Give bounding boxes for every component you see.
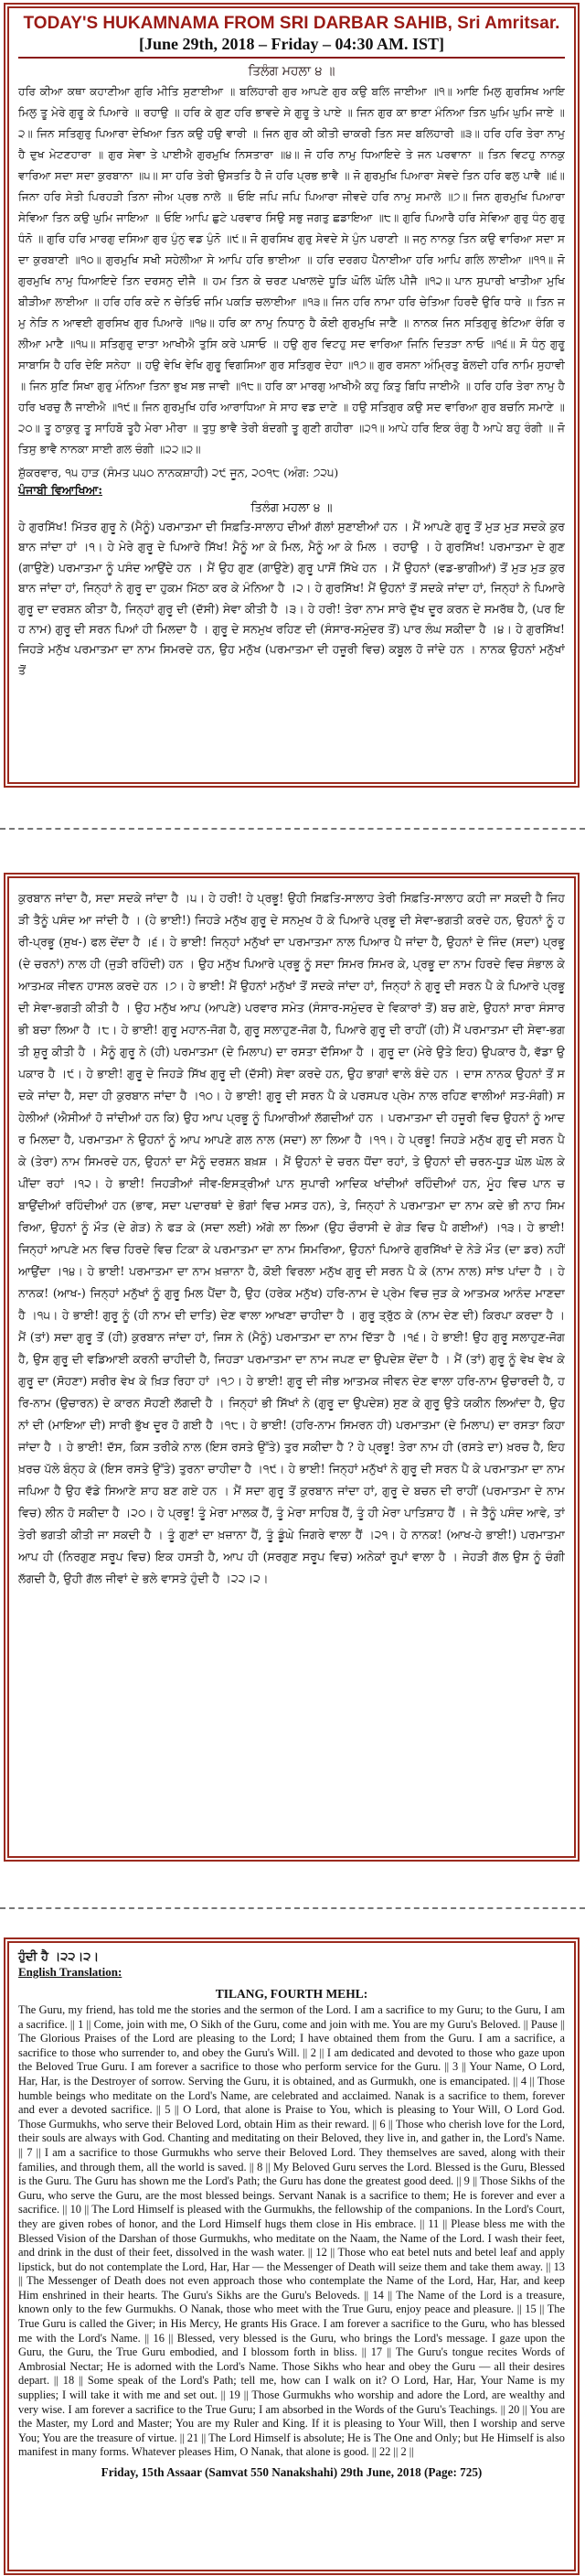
english-heading: English Translation:: [18, 1965, 122, 1979]
punjabi-continued-panel: [4, 873, 580, 1862]
punjabi-title: ਤਿਲੰਗ ਮਹਲਾ ੪ ॥: [250, 501, 333, 515]
gurmukhi-date: ਸ਼ੁੱਕਰਵਾਰ, ੧੫ ਹਾੜ (ਸੰਮਤ ੫੫੦ ਨਾਨਕਸ਼ਾਹੀ) ੨੯ ਜੂਨ, ੨੦੧੮ (ਅੰਗ: ੭੨੫): [18, 466, 339, 479]
english-panel: [4, 1937, 580, 2575]
gurmukhi-title: ਤਿਲੰਗ ਮਹਲਾ ੪ ॥: [248, 64, 335, 79]
punjabi-heading: ਪੰਜਾਬੀ ਵਿਆਖਿਆ:: [18, 483, 103, 497]
verse-end-marker: ਹੁੰਦੀ ਹੈ ।੨੨।੨।: [18, 1950, 100, 1964]
english-footer-date: Friday, 15th Assaar (Samvat 550 Nanakshahi) 29th June, 2018 (Page: 725): [101, 2465, 483, 2479]
punjabi-explanation: ਹੇ ਗੁਰਸਿੱਖ! ਮਿੱਤਰ ਗੁਰੂ ਨੇ (ਮੈਨੂੰ) ਪਰਮਾਤਮਾ ਦੀ ਸਿਫ਼ਤਿ-ਸਾਲਾਹ ਦੀਆਂ ਗੱਲਾਂ ਸੁਣਾਈਆਂ ਹਨ । ਮੈਂ ਆਪਣੇ ਗੁਰੂ ਤੋਂ ਮੁੜ ਮੁੜ ਸਦਕੇ ਕੁਰਬਾਨ ਜਾਂਦਾ ਹਾਂ ।੧। ਹੇ ਮੇਰੇ ਗੁਰੂ ਦੇ ਪਿਆਰੇ ਸਿੱਖ! ਮੈਨੂੰ ਆ ਕੇ ਮਿਲ, ਮੈਨੂੰ ਆ ਕੇ ਮਿਲ । ਰਹਾਉ । ਹੇ ਗੁਰਸਿੱਖ! ਪਰਮਾਤਮਾ ਦੇ ਗੁਣ (ਗਾਉਣੇ) ਪਰਮਾਤਮਾ ਨੂੰ ਪਸੰਦ ਆਉਂਦੇ ਹਨ । ਮੈਂ ਉਹ ਗੁਣ (ਗਾਉਣੇ) ਗੁਰੂ ਪਾਸੋਂ ਸਿੱਖੇ ਹਨ । ਮੈਂ ਉਹਨਾਂ (ਵਡ-ਭਾਗੀਆਂ) ਤੋਂ ਮੁੜ ਮੁੜ ਕੁਰਬਾਨ ਜਾਂਦਾ ਹਾਂ, ਜਿਨ੍ਹਾਂ ਨੇ ਗੁਰੂ ਦਾ ਹੁਕਮ ਮਿੱਠਾ ਕਰ ਕੇ ਮੰਨਿਆ ਹੈ ।੨। ਹੇ ਗੁਰਸਿੱਖ! ਮੈਂ ਉਹਨਾਂ ਤੋਂ ਸਦਕੇ ਜਾਂਦਾ ਹਾਂ, ਜਿਨ੍ਹਾਂ ਨੇ ਪਿਆਰੇ ਗੁਰੂ ਦਾ ਦਰਸ਼ਨ ਕੀਤਾ ਹੈ, ਜਿਨ੍ਹਾਂ ਗੁਰੂ ਦੀ (ਦੱਸੀ) ਸੇਵਾ ਕੀਤੀ ਹੈ ।੩। ਹੇ ਹਰੀ! ਤੇਰਾ ਨਾਮ ਸਾਰੇ ਦੁੱਖ ਦੂਰ ਕਰਨ ਦੇ ਸਮਰੱਥ ਹੈ, (ਪਰ ਇਹ ਨਾਮ) ਗੁਰੂ ਦੀ ਸਰਨ ਪਿਆਂ ਹੀ ਮਿਲਦਾ ਹੈ । ਗੁਰੂ ਦੇ ਸਨਮੁਖ ਰਹਿਣ ਦੀ (ਸੰਸਾਰ-ਸਮੁੰਦਰ ਤੋਂ) ਪਾਰ ਲੰਘ ਸਕੀਦਾ ਹੈ ।੪। ਹੇ ਗੁਰਸਿੱਖ! ਜਿਹੜੇ ਮਨੁੱਖ ਪਰਮਾਤਮਾ ਦਾ ਨਾਮ ਸਿਮਰਦੇ ਹਨ, ਉਹ ਮਨੁੱਖ (ਪਰਮਾਤਮਾ ਦੀ ਹਜ਼ੂਰੀ ਵਿਚ) ਕਬੂਲ ਹੋ ਜਾਂਦੇ ਹਨ । ਨਾਨਕ ਉਹਨਾਂ ਮਨੁੱਖਾਂ ਤੋਂ: [18, 520, 565, 677]
date-line: [June 29th, 2018 – Friday – 04:30 AM. IST]: [138, 35, 444, 53]
page-title: TODAY'S HUKAMNAMA FROM SRI DARBAR SAHIB, Sri Amritsar.: [23, 14, 560, 33]
english-title: TILANG, FOURTH MEHL:: [215, 1987, 368, 2001]
hukamnama-panel: [4, 3, 580, 788]
dashed-separator: [0, 1907, 585, 1909]
gurmukhi-text: ਹਰਿ ਕੀਆ ਕਥਾ ਕਹਾਣੀਆ ਗੁਰਿ ਮੀਤਿ ਸੁਣਾਈਆ ॥ ਬਲਿਹਾਰੀ ਗੁਰ ਆਪਣੇ ਗੁਰ ਕਉ ਬਲਿ ਜਾਈਆ ॥੧॥ ਆਇ ਮਿਲੁ ਗੁਰਸਿਖ ਆਇ ਮਿਲੁ ਤੂ ਮੇਰੇ ਗੁਰੂ ਕੇ ਪਿਆਰੇ ॥ ਰਹਾਉ ॥ ਹਰਿ ਕੇ ਗੁਣ ਹਰਿ ਭਾਵਦੇ ਸੇ ਗੁਰੂ ਤੇ ਪਾਏ ॥ ਜਿਨ ਗੁਰ ਕਾ ਭਾਣਾ ਮੰਨਿਆ ਤਿਨ ਘੁਮਿ ਘੁਮਿ ਜਾਏ ॥੨॥ ਜਿਨ ਸਤਿਗੁਰੁ ਪਿਆਰਾ ਦੇਖਿਆ ਤਿਨ ਕਉ ਹਉ ਵਾਰੀ ॥ ਜਿਨ ਗੁਰ ਕੀ ਕੀਤੀ ਚਾਕਰੀ ਤਿਨ ਸਦ ਬਲਿਹਾਰੀ ॥੩॥ ਹਰਿ ਹਰਿ ਤੇਰਾ ਨਾਮੁ ਹੈ ਦੁਖ ਮੇਟਣਹਾਰਾ ॥ ਗੁਰ ਸੇਵਾ ਤੇ ਪਾਈਐ ਗੁਰਮੁਖਿ ਨਿਸਤਾਰਾ ॥੪॥ ਜੋ ਹਰਿ ਨਾਮੁ ਧਿਆਇਦੇ ਤੇ ਜਨ ਪਰਵਾਨਾ ॥ ਤਿਨ ਵਿਟਹੁ ਨਾਨਕੁ ਵਾਰਿਆ ਸਦਾ ਸਦਾ ਕੁਰਬਾਨਾ ॥੫॥ ਸਾ ਹਰਿ ਤੇਰੀ ਉਸਤਤਿ ਹੈ ਜੋ ਹਰਿ ਪ੍ਰਭ ਭਾਵੈ ॥ ਜੋ ਗੁਰਮੁਖਿ ਪਿਆਰਾ ਸੇਵਦੇ ਤਿਨ ਹਰਿ ਫਲੁ ਪਾਵੈ ॥੬॥ ਜਿਨਾ ਹਰਿ ਸੇਤੀ ਪਿਰਹੜੀ ਤਿਨਾ ਜੀਅ ਪ੍ਰਭ ਨਾਲੇ ॥ ਓਇ ਜਪਿ ਜਪਿ ਪਿਆਰਾ ਜੀਵਦੇ ਹਰਿ ਨਾਮੁ ਸਮਾਲੇ ॥੭॥ ਜਿਨ ਗੁਰਮੁਖਿ ਪਿਆਰਾ ਸੇਵਿਆ ਤਿਨ ਕਉ ਘੁਮਿ ਜਾਇਆ ॥ ਓਇ ਆਪਿ ਛੁਟੇ ਪਰਵਾਰ ਸਿਉ ਸਭੁ ਜਗਤੁ ਛਡਾਇਆ ॥੮॥ ਗੁਰਿ ਪਿਆਰੈ ਹਰਿ ਸੇਵਿਆ ਗੁਰੁ ਧੰਨੁ ਗੁਰੁ ਧੰਨੋ ॥ ਗੁਰਿ ਹਰਿ ਮਾਰਗੁ ਦਸਿਆ ਗੁਰ ਪੁੰਨੁ ਵਡ ਪੁੰਨੋ ॥੯॥ ਜੋ ਗੁਰਸਿਖ ਗੁਰੁ ਸੇਵਦੇ ਸੇ ਪੁੰਨ ਪਰਾਣੀ ॥ ਜਨੁ ਨਾਨਕੁ ਤਿਨ ਕਉ ਵਾਰਿਆ ਸਦਾ ਸਦਾ ਕੁਰਬਾਣੀ ॥੧੦॥ ਗੁਰਮੁਖਿ ਸਖੀ ਸਹੇਲੀਆ ਸੇ ਆਪਿ ਹਰਿ ਭਾਈਆ ॥ ਹਰਿ ਦਰਗਹ ਪੈਨਾਈਆ ਹਰਿ ਆਪਿ ਗਲਿ ਲਾਈਆ ॥੧੧॥ ਜੋ ਗੁਰਮੁਖਿ ਨਾਮੁ ਧਿਆਇਦੇ ਤਿਨ ਦਰਸਨੁ ਦੀਜੈ ॥ ਹਮ ਤਿਨ ਕੇ ਚਰਣ ਪਖਾਲਦੇ ਧੂੜਿ ਘੋਲਿ ਘੋਲਿ ਪੀਜੈ ॥੧੨॥ ਪਾਨ ਸੁਪਾਰੀ ਖਾਤੀਆ ਮੁਖਿ ਬੀੜੀਆ ਲਾਈਆ ॥ ਹਰਿ ਹਰਿ ਕਦੇ ਨ ਚੇਤਿਓ ਜਮਿ ਪਕੜਿ ਚਲਾਈਆ ॥੧੩॥ ਜਿਨ ਹਰਿ ਨਾਮਾ ਹਰਿ ਚੇਤਿਆ ਹਿਰਦੈ ਉਰਿ ਧਾਰੇ ॥ ਤਿਨ ਜਮੁ ਨੇੜਿ ਨ ਆਵਈ ਗੁਰਸਿਖ ਗੁਰ ਪਿਆਰੇ ॥੧੪॥ ਹਰਿ ਕਾ ਨਾਮੁ ਨਿਧਾਨੁ ਹੈ ਕੋਈ ਗੁਰਮੁਖਿ ਜਾਣੈ ॥ ਨਾਨਕ ਜਿਨ ਸਤਿਗੁਰੁ ਭੇਟਿਆ ਰੰਗਿ ਰਲੀਆ ਮਾਣੈ ॥੧੫॥ ਸਤਿਗੁਰੁ ਦਾਤਾ ਆਖੀਐ ਤੁਸਿ ਕਰੇ ਪਸਾਓ ॥ ਹਉ ਗੁਰ ਵਿਟਹੁ ਸਦ ਵਾਰਿਆ ਜਿਨਿ ਦਿਤੜਾ ਨਾਓ ॥੧੬॥ ਸੋ ਧੰਨੁ ਗੁਰੂ ਸਾਬਾਸਿ ਹੈ ਹਰਿ ਦੇਇ ਸਨੇਹਾ ॥ ਹਉ ਵੇਖਿ ਵੇਖਿ ਗੁਰੂ ਵਿਗਸਿਆ ਗੁਰ ਸਤਿਗੁਰ ਦੇਹਾ ॥੧੭॥ ਗੁਰ ਰਸਨਾ ਅੰਮ੍ਰਿਤੁ ਬੋਲਦੀ ਹਰਿ ਨਾਮਿ ਸੁਹਾਵੀ ॥ ਜਿਨ ਸੁਣਿ ਸਿਖਾ ਗੁਰੁ ਮੰਨਿਆ ਤਿਨਾ ਭੁਖ ਸਭ ਜਾਵੀ ॥੧੮॥ ਹਰਿ ਕਾ ਮਾਰਗੁ ਆਖੀਐ ਕਹੁ ਕਿਤੁ ਬਿਧਿ ਜਾਈਐ ॥ ਹਰਿ ਹਰਿ ਤੇਰਾ ਨਾਮੁ ਹੈ ਹਰਿ ਖਰਚੁ ਲੈ ਜਾਈਐ ॥੧੯॥ ਜਿਨ ਗੁਰਮੁਖਿ ਹਰਿ ਆਰਾਧਿਆ ਸੇ ਸਾਹ ਵਡ ਦਾਣੇ ॥ ਹਉ ਸਤਿਗੁਰ ਕਉ ਸਦ ਵਾਰਿਆ ਗੁਰ ਬਚਨਿ ਸਮਾਣੇ ॥੨੦॥ ਤੂ ਠਾਕੁਰੁ ਤੂ ਸਾਹਿਬੋ ਤੂਹੈ ਮੇਰਾ ਮੀਰਾ ॥ ਤੁਧੁ ਭਾਵੈ ਤੇਰੀ ਬੰਦਗੀ ਤੂ ਗੁਣੀ ਗਹੀਰਾ ॥੨੧॥ ਆਪੇ ਹਰਿ ਇਕ ਰੰਗੁ ਹੈ ਆਪੇ ਬਹੁ ਰੰਗੀ ॥ ਜੋ ਤਿਸੁ ਭਾਵੈ ਨਾਨਕਾ ਸਾਈ ਗਲ ਚੰਗੀ ॥੨੨॥੨॥: [18, 85, 565, 456]
english-translation: The Guru, my friend, has told me the stories and the sermon of the Lord. I am a sacrifice to my Guru; to the Guru, I am a sacrifice. || 1 || Come, join with me, O Sikh of the Guru, come and join with me. You are my Guru's Beloved. || Pause || The Glorious Praises of the Lord are pleasing to the Lord; I have obtained them from the Guru. I am a sacrifice, a sacrifice to those who surrender to, and obey the Guru's Will. || 2 || I am dedicated and devoted to those who gaze upon the Beloved True Guru. I am forever a sacrifice to those who perform service for the Guru. || 3 || Your Name, O Lord, Har, Har, is the Destroyer of sorrow. Serving the Guru, it is obtained, and as Gurmukh, one is emancipated. || 4 || Those humble beings who meditate on the Lord's Name, are celebrated and acclaimed. Nanak is a sacrifice to them, forever and ever a devoted sacrifice. || 5 || O Lord, that alone is Praise to You, which is pleasing to Your Will, O Lord God. Those Gurmukhs, who serve their Beloved Lord, obtain Him as their reward. || 6 || Those who cherish love for the Lord, their souls are always with God. Chanting and meditating on their Beloved, they live in, and gather in, the Lord's Name. || 7 || I am a sacrifice to those Gurmukhs who serve their Beloved Lord. They themselves are saved, along with their families, and through them, all the world is saved. || 8 || My Beloved Guru serves the Lord. Blessed is the Guru, Blessed is the Guru. The Guru has shown me the Lord's Path; the Guru has done the greatest good deed. || 9 || Those Sikhs of the Guru, who serve the Guru, are the most blessed beings. Servant Nanak is a sacrifice to them; He is forever and ever a sacrifice. || 10 || The Lord Himself is pleased with the Gurmukhs, the fellowship of the companions. In the Lord's Court, they are given robes of honor, and the Lord Himself hugs them close in His embrace. || 11 || Please bless me with the Blessed Vision of the Darshan of those Gurmukhs, who meditate on the Naam, the Name of the Lord. I wash their feet, and drink in the dust of their feet, dissolved in the wash water. || 12 || Those who eat betel nuts and betel leaf and apply lipstick, but do not contemplate the Lord, Har, Har — the Messenger of Death will seize them and take them away. || 13 || The Messenger of Death does not even approach those who contemplate the Name of the Lord, Har, Har, and keep Him enshrined in their hearts. The Guru's Sikhs are the Guru's Beloveds. || 14 || The Name of the Lord is a treasure, known only to the few Gurmukhs. O Nanak, those who meet with the True Guru, enjoy peace and pleasure. || 15 || The True Guru is called the Giver; in His Mercy, He grants His Grace. I am forever a sacrifice to the Guru, who has blessed me with the Lord's Name. || 16 || Blessed, very blessed is the Guru, who brings the Lord's message. I gaze upon the Guru, the Guru, the True Guru embodied, and I blossom forth in bliss. || 17 || The Guru's tongue recites Words of Ambrosial Nectar; He is adorned with the Lord's Name. Those Sikhs who hear and obey the Guru — all their desires depart. || 18 || Some speak of the Lord's Path; tell me, how can I walk on it? O Lord, Har, Har, Your Name is my supplies; I will take it with me and set out. || 19 || Those Gurmukhs who worship and adore the Lord, are wealthy and very wise. I am forever a sacrifice to the True Guru; I am absorbed in the Words of the Guru's Teachings. || 20 || You are the Master, my Lord and Master; You are my Ruler and King. If it is pleasing to Your Will, then I worship and serve You; You are the treasure of virtue. || 21 || The Lord Himself is absolute; He is The One and Only; but He Himself is also manifest in many forms. Whatever pleases Him, O Nanak, that alone is good. || 22 || 2 ||: [18, 2003, 565, 2459]
dashed-separator: [0, 828, 585, 830]
divider: [18, 57, 565, 59]
punjabi-explanation-continued: ਕੁਰਬਾਨ ਜਾਂਦਾ ਹੈ, ਸਦਾ ਸਦਕੇ ਜਾਂਦਾ ਹੈ ।੫। ਹੇ ਹਰੀ! ਹੇ ਪ੍ਰਭੂ! ਉਹੀ ਸਿਫ਼ਤਿ-ਸਾਲਾਹ ਤੇਰੀ ਸਿਫ਼ਤਿ-ਸਾਲਾਹ ਕਹੀ ਜਾ ਸਕਦੀ ਹੈ ਜਿਹੜੀ ਤੈਨੂੰ ਪਸੰਦ ਆ ਜਾਂਦੀ ਹੈ । (ਹੇ ਭਾਈ!) ਜਿਹੜੇ ਮਨੁੱਖ ਗੁਰੂ ਦੇ ਸਨਮੁਖ ਹੋ ਕੇ ਪਿਆਰੇ ਪ੍ਰਭੂ ਦੀ ਸੇਵਾ-ਭਗਤੀ ਕਰਦੇ ਹਨ, ਉਹਨਾਂ ਨੂੰ ਹਰੀ-ਪ੍ਰਭੂ (ਸੁਖ-) ਫਲ ਦੇਂਦਾ ਹੈ ।੬। ਹੇ ਭਾਈ! ਜਿਨ੍ਹਾਂ ਮਨੁੱਖਾਂ ਦਾ ਪਰਮਾਤਮਾ ਨਾਲ ਪਿਆਰ ਪੈ ਜਾਂਦਾ ਹੈ, ਉਹਨਾਂ ਦੇ ਜਿੰਦ (ਸਦਾ) ਪ੍ਰਭੂ (ਦੇ ਚਰਨਾਂ) ਨਾਲ ਹੀ (ਜੁੜੀ ਰਹਿੰਦੀ) ਹਨ । ਉਹ ਮਨੁੱਖ ਪਿਆਰੇ ਪ੍ਰਭੂ ਨੂੰ ਸਦਾ ਸਿਮਰ ਸਿਮਰ ਕੇ, ਪ੍ਰਭੂ ਦਾ ਨਾਮ ਹਿਰਦੇ ਵਿਚ ਸੰਭਾਲ ਕੇ ਆਤਮਕ ਜੀਵਨ ਹਾਸਲ ਕਰਦੇ ਹਨ ।੭। ਹੇ ਭਾਈ! ਮੈਂ ਉਹਨਾਂ ਮਨੁੱਖਾਂ ਤੋਂ ਸਦਕੇ ਜਾਂਦਾ ਹਾਂ, ਜਿਨ੍ਹਾਂ ਨੇ ਗੁਰੂ ਦੀ ਸਰਨ ਪੈ ਕੇ ਪਿਆਰੇ ਪ੍ਰਭੂ ਦੀ ਸੇਵਾ-ਭਗਤੀ ਕੀਤੀ ਹੈ । ਉਹ ਮਨੁੱਖ ਆਪ (ਆਪਣੇ) ਪਰਵਾਰ ਸਮੇਤ (ਸੰਸਾਰ-ਸਮੁੰਦਰ ਦੇ ਵਿਕਾਰਾਂ ਤੋਂ) ਬਚ ਗਏ, ਉਹਨਾਂ ਸਾਰਾ ਸੰਸਾਰ ਭੀ ਬਚਾ ਲਿਆ ਹੈ ।੮। ਹੇ ਭਾਈ! ਗੁਰੂ ਮਹਾਨ-ਜੋਗ ਹੈ, ਗੁਰੂ ਸਲਾਹੁਣ-ਜੋਗ ਹੈ, ਪਿਆਰੇ ਗੁਰੂ ਦੀ ਰਾਹੀਂ (ਹੀ) ਮੈਂ ਪਰਮਾਤਮਾ ਦੀ ਸੇਵਾ-ਭਗਤੀ ਸ਼ੁਰੂ ਕੀਤੀ ਹੈ । ਮੈਨੂੰ ਗੁਰੂ ਨੇ (ਹੀ) ਪਰਮਾਤਮਾ (ਦੇ ਮਿਲਾਪ) ਦਾ ਰਸਤਾ ਦੱਸਿਆ ਹੈ । ਗੁਰੂ ਦਾ (ਮੇਰੇ ਉਤੇ ਇਹ) ਉਪਕਾਰ ਹੈ, ਵੱਡਾ ਉਪਕਾਰ ਹੈ ।੯। ਹੇ ਭਾਈ! ਗੁਰੂ ਦੇ ਜਿਹੜੇ ਸਿੱਖ ਗੁਰੂ ਦੀ (ਦੱਸੀ) ਸੇਵਾ ਕਰਦੇ ਹਨ, ਉਹ ਭਾਗਾਂ ਵਾਲੇ ਬੰਦੇ ਹਨ । ਦਾਸ ਨਾਨਕ ਉਹਨਾਂ ਤੋਂ ਸਦਕੇ ਜਾਂਦਾ ਹੈ, ਸਦਾ ਹੀ ਕੁਰਬਾਨ ਜਾਂਦਾ ਹੈ ।੧੦। ਹੇ ਭਾਈ! ਗੁਰੂ ਦੀ ਸਰਨ ਪੈ ਕੇ ਪਰਸਪਰ ਪ੍ਰੇਮ ਨਾਲ ਰਹਿਣ ਵਾਲੀਆਂ ਸਤ-ਸੰਗੀ) ਸਹੇਲੀਆਂ (ਐਸੀਆਂ ਹੋ ਜਾਂਦੀਆਂ ਹਨ ਕਿ) ਉਹ ਆਪ ਪ੍ਰਭੂ ਨੂੰ ਪਿਆਰੀਆਂ ਲੱਗਦੀਆਂ ਹਨ । ਪਰਮਾਤਮਾ ਦੀ ਹਜ਼ੂਰੀ ਵਿਚ ਉਹਨਾਂ ਨੂੰ ਆਦਰ ਮਿਲਦਾ ਹੈ, ਪਰਮਾਤਮਾ ਨੇ ਉਹਨਾਂ ਨੂੰ ਆਪ ਆਪਣੇ ਗਲ ਨਾਲ (ਸਦਾ) ਲਾ ਲਿਆ ਹੈ ।੧੧। ਹੇ ਪ੍ਰਭੂ! ਜਿਹੜੇ ਮਨੁੱਖ ਗੁਰੂ ਦੀ ਸਰਨ ਪੈ ਕੇ (ਤੇਰਾ) ਨਾਮ ਸਿਮਰਦੇ ਹਨ, ਉਹਨਾਂ ਦਾ ਮੈਨੂੰ ਦਰਸ਼ਨ ਬਖ਼ਸ਼ । ਮੈਂ ਉਹਨਾਂ ਦੇ ਚਰਨ ਧੋਂਦਾ ਰਹਾਂ, ਤੇ ਉਹਨਾਂ ਦੀ ਚਰਨ-ਧੂੜ ਘੋਲ ਘੋਲ ਕੇ ਪੀਂਦਾ ਰਹਾਂ ।੧੨। ਹੇ ਭਾਈ! ਜਿਹੜੀਆਂ ਜੀਵ-ਇਸਤ੍ਰੀਆਂ ਪਾਨ ਸੁਪਾਰੀ ਆਦਿਕ ਖਾਂਦੀਆਂ ਰਹਿੰਦੀਆਂ ਹਨ, ਮੂੰਹ ਵਿਚ ਪਾਨ ਚਬਾਉਂਦੀਆਂ ਰਹਿੰਦੀਆਂ ਹਨ (ਭਾਵ, ਸਦਾ ਪਦਾਰਥਾਂ ਦੇ ਭੋਗਾਂ ਵਿਚ ਮਸਤ ਹਨ), ਤੇ, ਜਿਨ੍ਹਾਂ ਨੇ ਪਰਮਾਤਮਾ ਦਾ ਨਾਮ ਕਦੇ ਭੀ ਨਾਹ ਸਿਮਰਿਆ, ਉਹਨਾਂ ਨੂੰ ਮੌਤ (ਦੇ ਗੇੜ) ਨੇ ਫੜ ਕੇ (ਸਦਾ ਲਈ) ਅੱਗੇ ਲਾ ਲਿਆ (ਉਹ ਚੌਰਾਸੀ ਦੇ ਗੇੜ ਵਿਚ ਪੈ ਗਈਆਂ) ।੧੩। ਹੇ ਭਾਈ! ਜਿਨ੍ਹਾਂ ਆਪਣੇ ਮਨ ਵਿਚ ਹਿਰਦੇ ਵਿਚ ਟਿਕਾ ਕੇ ਪਰਮਾਤਮਾ ਦਾ ਨਾਮ ਸਿਮਰਿਆ, ਉਹਨਾਂ ਪਿਆਰੇ ਗੁਰਸਿੱਖਾਂ ਦੇ ਨੇੜੇ ਮੌਤ (ਦਾ ਡਰ) ਨਹੀਂ ਆਉਂਦਾ ।੧੪। ਹੇ ਭਾਈ! ਪਰਮਾਤਮਾ ਦਾ ਨਾਮ ਖ਼ਜ਼ਾਨਾ ਹੈ, ਕੋਈ ਵਿਰਲਾ ਮਨੁੱਖ ਗੁਰੂ ਦੀ ਸਰਨ ਪੈ ਕੇ (ਨਾਮ ਨਾਲ) ਸਾਂਝ ਪਾਂਦਾ ਹੈ । ਹੇ ਨਾਨਕ! (ਆਖ-) ਜਿਨ੍ਹਾਂ ਮਨੁੱਖਾਂ ਨੂੰ ਗੁਰੂ ਮਿਲ ਪੈਂਦਾ ਹੈ, ਉਹ (ਹਰੇਕ ਮਨੁੱਖ) ਹਰਿ-ਨਾਮ ਦੇ ਪ੍ਰੇਮ ਵਿਚ ਜੁੜ ਕੇ ਆਤਮਕ ਆਨੰਦ ਮਾਣਦਾ ਹੈ ।੧੫। ਹੇ ਭਾਈ! ਗੁਰੂ ਨੂੰ (ਹੀ ਨਾਮ ਦੀ ਦਾਤਿ) ਦੇਣ ਵਾਲਾ ਆਖਣਾ ਚਾਹੀਦਾ ਹੈ । ਗੁਰੂ ਤ੍ਰੁੱਠ ਕੇ (ਨਾਮ ਦੇਣ ਦੀ) ਕਿਰਪਾ ਕਰਦਾ ਹੈ । ਮੈਂ (ਤਾਂ) ਸਦਾ ਗੁਰੂ ਤੋਂ (ਹੀ) ਕੁਰਬਾਨ ਜਾਂਦਾ ਹਾਂ, ਜਿਸ ਨੇ (ਮੈਨੂੰ) ਪਰਮਾਤਮਾ ਦਾ ਨਾਮ ਦਿੱਤਾ ਹੈ ।੧੬। ਹੇ ਭਾਈ! ਉਹ ਗੁਰੂ ਸਲਾਹੁਣ-ਜੋਗ ਹੈ, ਉਸ ਗੁਰੂ ਦੀ ਵਡਿਆਈ ਕਰਨੀ ਚਾਹੀਦੀ ਹੈ, ਜਿਹੜਾ ਪਰਮਾਤਮਾ ਦਾ ਨਾਮ ਜਪਣ ਦਾ ਉਪਦੇਸ਼ ਦੇਂਦਾ ਹੈ । ਮੈਂ (ਤਾਂ) ਗੁਰੂ ਨੂੰ ਵੇਖ ਵੇਖ ਕੇ ਗੁਰੂ ਦਾ (ਸੋਹਣਾ) ਸਰੀਰ ਵੇਖ ਕੇ ਖ਼ਿੜ ਰਿਹਾ ਹਾਂ ।੧੭। ਹੇ ਭਾਈ! ਗੁਰੂ ਦੀ ਜੀਭ ਆਤਮਕ ਜੀਵਨ ਦੇਣ ਵਾਲਾ ਹਰਿ-ਨਾਮ ਉਚਾਰਦੀ ਹੈ, ਹਰਿ-ਨਾਮ (ਉਚਾਰਨ) ਦੇ ਕਾਰਨ ਸੋਹਣੀ ਲੱਗਦੀ ਹੈ । ਜਿਨ੍ਹਾਂ ਭੀ ਸਿੱਖਾਂ ਨੇ (ਗੁਰੂ ਦਾ ਉਪਦੇਸ਼) ਸੁਣ ਕੇ ਗੁਰੂ ਉਤੇ ਯਕੀਨ ਲਿਆਂਦਾ ਹੈ, ਉਹਨਾਂ ਦੀ (ਮਾਇਆ ਦੀ) ਸਾਰੀ ਭੁੱਖ ਦੂਰ ਹੋ ਗਈ ਹੈ ।੧੮। ਹੇ ਭਾਈ! (ਹਰਿ-ਨਾਮ ਸਿਮਰਨ ਹੀ) ਪਰਮਾਤਮਾ (ਦੇ ਮਿਲਾਪ) ਦਾ ਰਸਤਾ ਕਿਹਾ ਜਾਂਦਾ ਹੈ । ਹੇ ਭਾਈ! ਦੱਸ, ਕਿਸ ਤਰੀਕੇ ਨਾਲ (ਇਸ ਰਸਤੇ ਉੱਤੇ) ਤੁਰ ਸਕੀਦਾ ਹੈ ? ਹੇ ਪ੍ਰਭੂ! ਤੇਰਾ ਨਾਮ ਹੀ (ਰਸਤੇ ਦਾ) ਖ਼ਰਚ ਹੈ, ਇਹ ਖ਼ਰਚ ਪੱਲੇ ਬੰਨ੍ਹ ਕੇ (ਇਸ ਰਸਤੇ ਉੱਤੇ) ਤੁਰਨਾ ਚਾਹੀਦਾ ਹੈ ।੧੯। ਹੇ ਭਾਈ! ਜਿਨ੍ਹਾਂ ਮਨੁੱਖਾਂ ਨੇ ਗੁਰੂ ਦੀ ਸਰਨ ਪੈ ਕੇ ਪਰਮਾਤਮਾ ਦਾ ਨਾਮ ਜਪਿਆ ਹੈ ਉਹ ਵੱਡੇ ਸਿਆਣੇ ਸ਼ਾਹ ਬਣ ਗਏ ਹਨ । ਮੈਂ ਸਦਾ ਗੁਰੂ ਤੋਂ ਕੁਰਬਾਨ ਜਾਂਦਾ ਹਾਂ, ਗੁਰੂ ਦੇ ਬਚਨ ਦੀ ਰਾਹੀਂ (ਪਰਮਾਤਮਾ ਦੇ ਨਾਮ ਵਿਚ) ਲੀਨ ਹੋ ਸਕੀਦਾ ਹੈ ।੨੦। ਹੇ ਪ੍ਰਭੂ! ਤੂੰ ਮੇਰਾ ਮਾਲਕ ਹੈਂ, ਤੂੰ ਮੇਰਾ ਸਾਹਿਬ ਹੈਂ, ਤੂੰ ਹੀ ਮੇਰਾ ਪਾਤਿਸ਼ਾਹ ਹੈਂ । ਜੇ ਤੈਨੂੰ ਪਸੰਦ ਆਵੇ, ਤਾਂ ਤੇਰੀ ਭਗਤੀ ਕੀਤੀ ਜਾ ਸਕਦੀ ਹੈ । ਤੂੰ ਗੁਣਾਂ ਦਾ ਖ਼ਜ਼ਾਨਾ ਹੈਂ, ਤੂੰ ਡੂੰਘੇ ਜਿਗਰੇ ਵਾਲਾ ਹੈਂ ।੨੧। ਹੇ ਨਾਨਕ! (ਆਖ-ਹੇ ਭਾਈ!) ਪਰਮਾਤਮਾ ਆਪ ਹੀ (ਨਿਰਗੁਣ ਸਰੂਪ ਵਿਚ) ਇਕ ਹਸਤੀ ਹੈ, ਆਪ ਹੀ (ਸਰਗੁਣ ਸਰੂਪ ਵਿਚ) ਅਨੇਕਾਂ ਰੂਪਾਂ ਵਾਲਾ ਹੈ । ਜੇਹੜੀ ਗੱਲ ਉਸ ਨੂੰ ਚੰਗੀ ਲੱਗਦੀ ਹੈ, ਉਹੀ ਗੱਲ ਜੀਵਾਂ ਦੇ ਭਲੇ ਵਾਸਤੇ ਹੁੰਦੀ ਹੈ ।੨੨।੨।: [18, 891, 565, 1585]
